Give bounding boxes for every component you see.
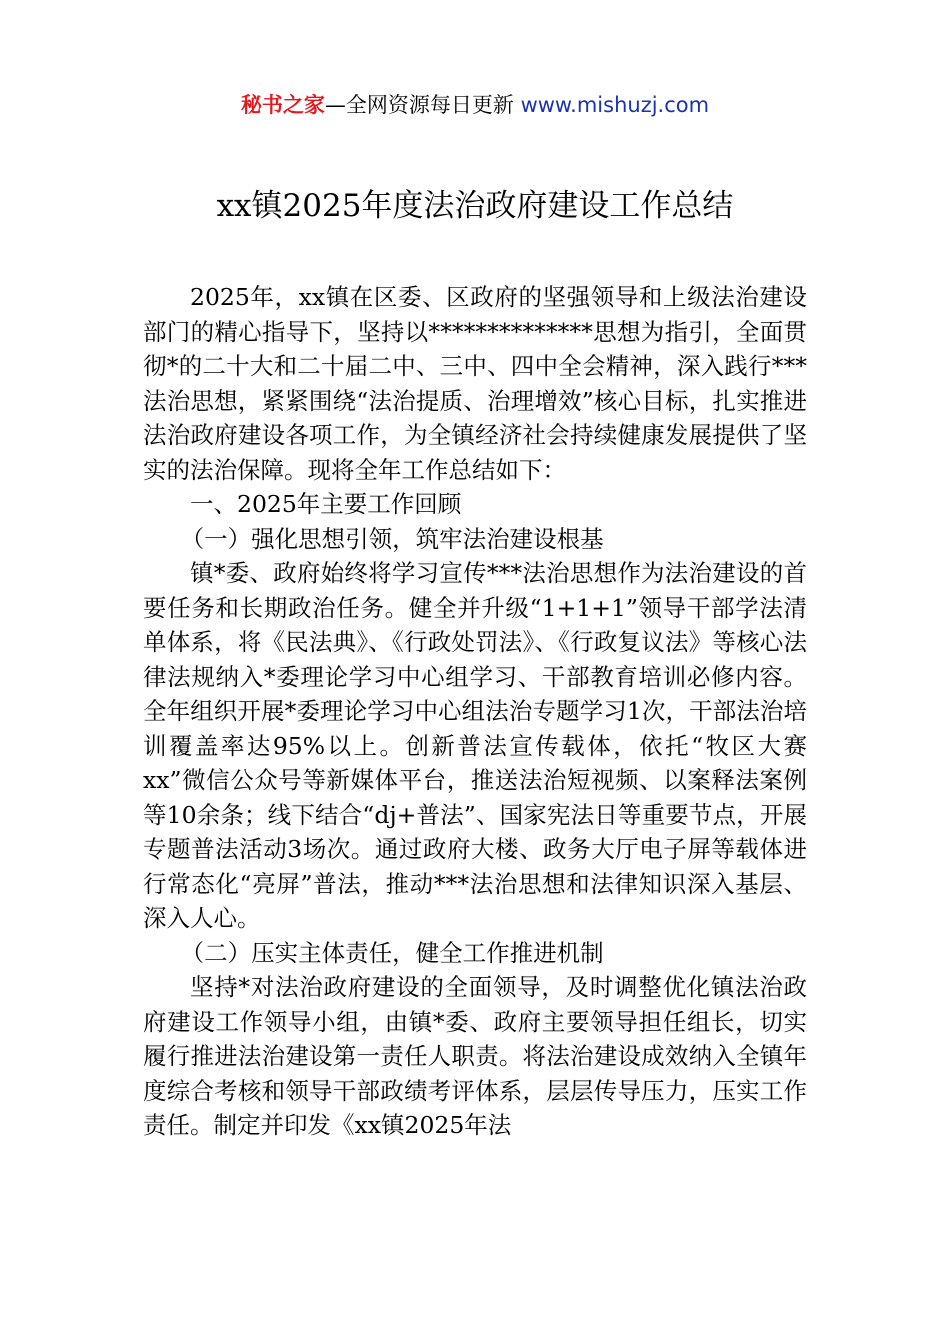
site-tagline: —全网资源每日更新	[324, 93, 521, 117]
intro-paragraph: 2025年，xx镇在区委、区政府的坚强领导和上级法治建设部门的精心指导下，坚持以**************思想为指引，全面贯彻*的二十大和二十届二中、三中、四中全会精神，深入践行***法治思想，紧紧围绕“法治提质、治理增效”核心目标，扎实推进法治政府建设各项工作，为全镇经济社会持续健康发展提供了坚实的法治保障。现将全年工作总结如下：	[143, 283, 807, 484]
subsection-heading-1: （一）强化思想引领，筑牢法治建设根基	[180, 524, 604, 553]
document-body	[143, 280, 807, 1143]
site-url-link[interactable]: www.mishuzj.com	[520, 93, 710, 117]
section-heading: 一、2025年主要工作回顾	[190, 490, 462, 518]
subsection-heading-2: （二）压实主体责任，健全工作推进机制	[180, 938, 604, 967]
body-paragraph-1: 镇*委、政府始终将学习宣传***法治思想作为法治建设的首要任务和长期政治任务。健全并升级“1+1+1”领导干部学法清单体系，将《民法典》、《行政处罚法》、《行政复议法》等核心法律法规纳入*委理论学习中心组学习、干部教育培训必修内容。全年组织开展*委理论学习中心组法治专题学习1次，干部法治培训覆盖率达95%以上。创新普法宣传载体，依托“牧区大赛xx”微信公众号等新媒体平台，推送法治短视频、以案释法案例等10余条；线下结合“dj+普法”、国家宪法日等重要节点，开展专题普法活动3场次。通过政府大楼、政务大厅电子屏等载体进行常态化“亮屏”普法，推动***法治思想和法律知识深入基层、深入人心。	[143, 559, 807, 932]
site-header	[0, 90, 950, 120]
document-title: xx镇2025年度法治政府建设工作总结	[216, 188, 734, 224]
site-brand: 秘书之家	[240, 93, 325, 117]
body-paragraph-2: 坚持*对法治政府建设的全面领导，及时调整优化镇法治政府建设工作领导小组，由镇*委、政府主要领导担任组长，切实履行推进法治建设第一责任人职责。将法治建设成效纳入全镇年度综合考核和领导干部政绩考评体系，层层传导压力，压实工作责任。制定并印发《xx镇2025年法	[143, 973, 807, 1139]
